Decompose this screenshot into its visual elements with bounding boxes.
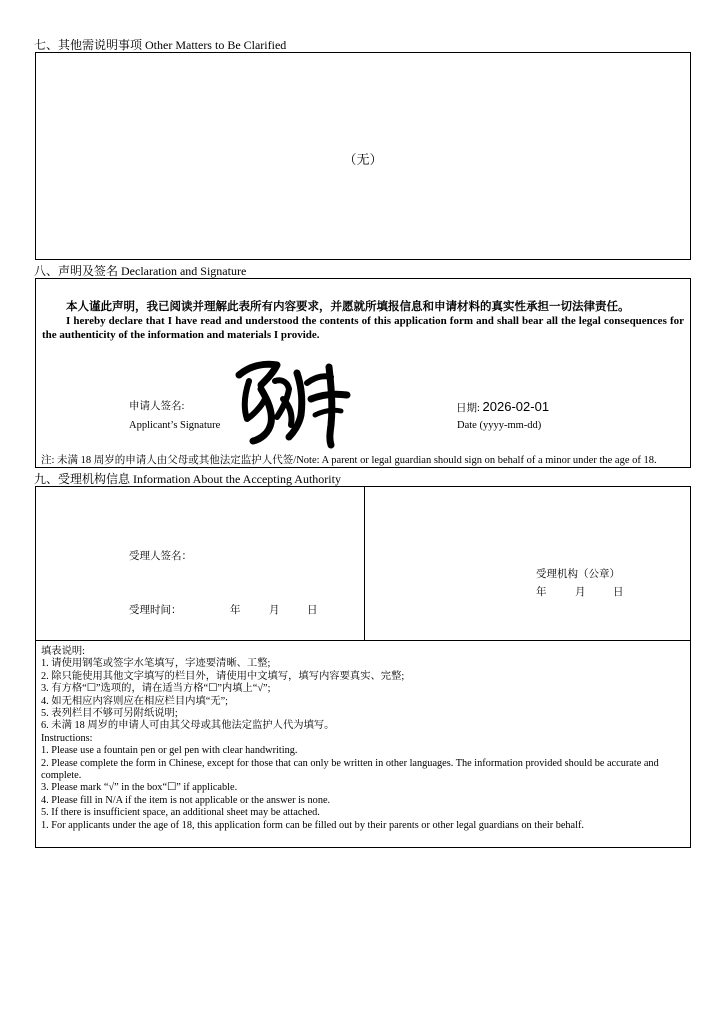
instruction-en-4: 4. Please fill in N/A if the item is not applicable or the answer is none.: [41, 794, 331, 806]
declaration-en: I hereby declare that I have read and understood the contents of this application form and shall bear all the legal consequences for the authenticity of the information and materials I provide.: [42, 315, 684, 341]
receive-year: 年: [230, 605, 241, 616]
section9-title: 九、受理机构信息 Information About the Accepting Authority: [34, 472, 341, 486]
instruction-cn-6: 6. 未满 18 周岁的申请人可由其父母或其他法定监护人代为填写。: [41, 720, 335, 732]
authority-box: [35, 486, 691, 641]
instruction-en-3: 3. Please mark “√” in the box“☐” if applicable.: [41, 782, 238, 794]
receive-day: 日: [307, 605, 318, 616]
section8-title: 八、声明及签名 Declaration and Signature: [34, 264, 247, 278]
instruction-en-5: 5. If there is insufficient space, an additional sheet may be attached.: [41, 807, 320, 819]
instruction-cn-1: 1. 请使用钢笔或签字水笔填写，字迹要清晰、工整;: [41, 658, 271, 670]
instruction-en-6: 1. For applicants under the age of 18, this application form can be filled out by their parents or other legal guardians on their behalf.: [41, 819, 584, 831]
instructions-heading-cn: 填表说明:: [41, 646, 86, 657]
applicant-signature[interactable]: [231, 359, 361, 449]
instruction-cn-5: 5. 表列栏目不够可另附纸说明;: [41, 708, 178, 720]
instruction-en-2: 2. Please complete the form in Chinese, except for those that can only be written in other languages. The information provided should be accurate and complete.: [41, 757, 659, 782]
date-value[interactable]: 2026-02-01: [482, 399, 550, 414]
receive-time-label: 受理时间：: [129, 605, 182, 616]
signature-label-cn: 申请人签名:: [129, 401, 185, 412]
date-label-cn: 日期:: [456, 403, 480, 414]
other-matters-box[interactable]: [35, 52, 691, 260]
signature-stroke-icon: [231, 359, 361, 449]
authority-seal-label: 受理机构（公章）: [536, 569, 620, 580]
instruction-cn-3: 3. 有方格“☐”选项的，请在适当方格“☐”内填上“√”;: [41, 683, 271, 695]
instruction-en-1: 1. Please use a fountain pen or gel pen with clear handwriting.: [41, 745, 298, 757]
instruction-cn-2: 2. 除只能使用其他文字填写的栏目外，请使用中文填写，填写内容要真实、完整;: [41, 670, 405, 682]
other-matters-content: （无）: [343, 152, 383, 167]
signature-label-en: Applicant’s Signature: [129, 420, 221, 431]
authority-year: 年: [536, 587, 547, 598]
declaration-box: [35, 278, 691, 468]
date-label-en: Date (yyyy-mm-dd): [457, 420, 542, 431]
authority-month: 月: [575, 587, 586, 598]
instructions-box: [35, 640, 691, 848]
declaration-cn: 本人谨此声明，我已阅读并理解此表所有内容要求，并愿就所填报信息和申请材料的真实性承担一切法律责任。: [66, 301, 630, 313]
receive-month: 月: [269, 605, 280, 616]
instruction-cn-4: 4. 如无相应内容则应在相应栏目内填“无”;: [41, 695, 229, 707]
minor-note: 注: 未满 18 周岁的申请人由父母或其他法定监护人代签/Note: A parent or legal guardian should sign on behalf of a minor under the age of 18.: [41, 455, 657, 466]
date-label-cn-row: [456, 400, 549, 415]
authority-day: 日: [613, 587, 624, 598]
section7-title: 七、其他需说明事项 Other Matters to Be Clarified: [34, 38, 287, 52]
receiver-signature-label: 受理人签名：: [129, 551, 192, 562]
authority-divider: [364, 487, 365, 640]
instructions-heading-en: Instructions:: [41, 732, 93, 744]
